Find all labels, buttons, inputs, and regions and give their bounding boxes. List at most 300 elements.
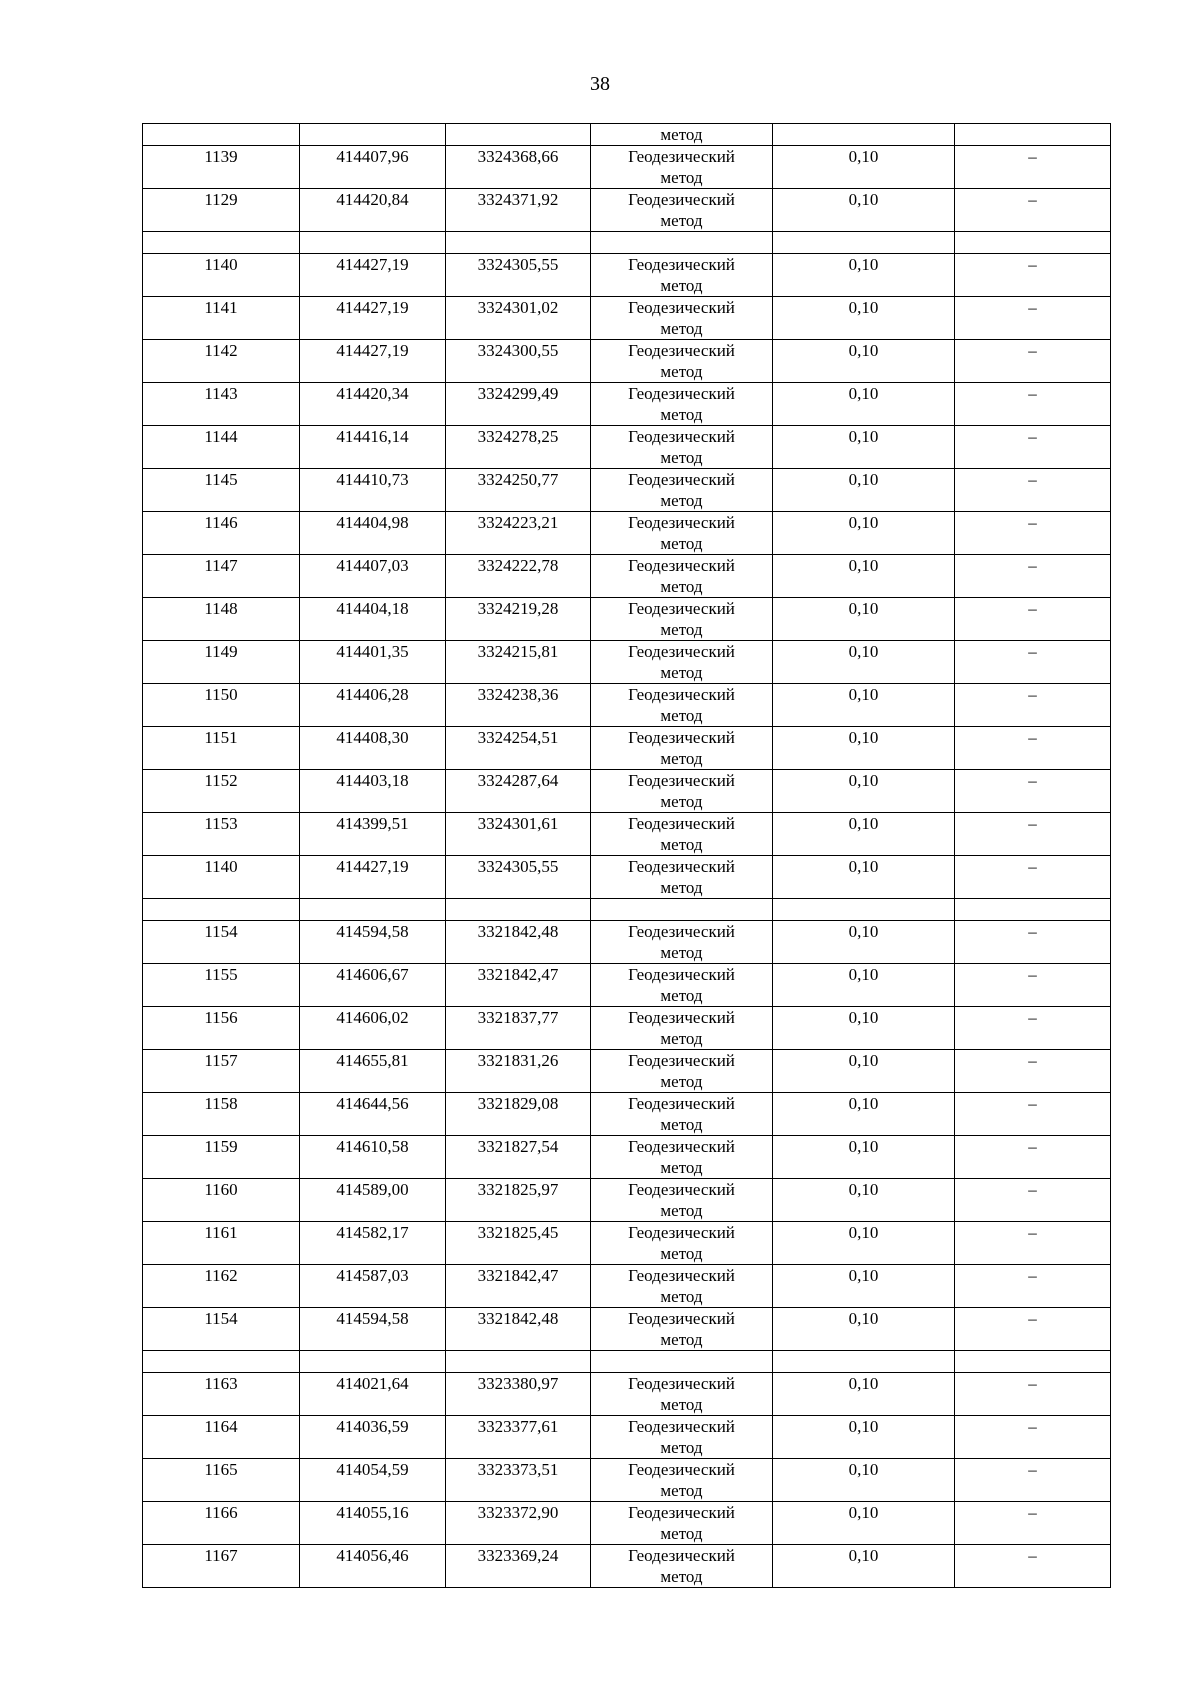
cell-y: 3321829,08 xyxy=(446,1093,591,1136)
cell-x: 414606,02 xyxy=(300,1007,446,1050)
method-line-2: метод xyxy=(660,168,703,187)
group-separator-row xyxy=(143,899,1111,921)
method-line-1: Геодезический xyxy=(628,922,735,941)
empty-cell xyxy=(446,1351,591,1373)
empty-cell xyxy=(955,1351,1111,1373)
cell-x: 414407,96 xyxy=(300,146,446,189)
cell-method xyxy=(591,641,773,684)
method-line-2: метод xyxy=(660,1115,703,1134)
cell-y: 3324305,55 xyxy=(446,254,591,297)
cell-description: – xyxy=(955,727,1111,770)
cell-accuracy: 0,10 xyxy=(773,1502,955,1545)
method-line-2: метод xyxy=(660,1158,703,1177)
cell-x: 414420,84 xyxy=(300,189,446,232)
cell-description: – xyxy=(955,1502,1111,1545)
empty-cell xyxy=(300,899,446,921)
cell-accuracy: 0,10 xyxy=(773,964,955,1007)
cell-point: 1147 xyxy=(143,555,300,598)
table-row xyxy=(143,641,1111,684)
method-line-2: метод xyxy=(660,1287,703,1306)
cell-accuracy: 0,10 xyxy=(773,1136,955,1179)
cell-accuracy: 0,10 xyxy=(773,1308,955,1351)
method-line-1: Геодезический xyxy=(628,1503,735,1522)
cell-description: – xyxy=(955,641,1111,684)
cell-accuracy: 0,10 xyxy=(773,1459,955,1502)
cell-x: 414587,03 xyxy=(300,1265,446,1308)
table-row xyxy=(143,1373,1111,1416)
empty-cell xyxy=(591,232,773,254)
cell-description: – xyxy=(955,1222,1111,1265)
cell-description: – xyxy=(955,770,1111,813)
cell-accuracy: 0,10 xyxy=(773,254,955,297)
cell-accuracy: 0,10 xyxy=(773,856,955,899)
cell-x: 414055,16 xyxy=(300,1502,446,1545)
method-line-2: метод xyxy=(660,792,703,811)
cell-point: 1160 xyxy=(143,1179,300,1222)
cell-y: 3321825,45 xyxy=(446,1222,591,1265)
method-line-1: Геодезический xyxy=(628,1417,735,1436)
cell-accuracy: 0,10 xyxy=(773,146,955,189)
method-line-2: метод xyxy=(660,534,703,553)
cell-point: 1165 xyxy=(143,1459,300,1502)
cell-accuracy: 0,10 xyxy=(773,383,955,426)
cell-y: 3324254,51 xyxy=(446,727,591,770)
cell-method xyxy=(591,684,773,727)
method-line-1: Геодезический xyxy=(628,1051,735,1070)
cell-point: 1164 xyxy=(143,1416,300,1459)
cell-point: 1139 xyxy=(143,146,300,189)
cell-description: – xyxy=(955,512,1111,555)
cell-description: – xyxy=(955,684,1111,727)
method-line-1: Геодезический xyxy=(628,1008,735,1027)
cell-y: 3321827,54 xyxy=(446,1136,591,1179)
cell-point: 1162 xyxy=(143,1265,300,1308)
cell-x: 414056,46 xyxy=(300,1545,446,1588)
cell-point: 1154 xyxy=(143,1308,300,1351)
cell-method xyxy=(591,1373,773,1416)
cell-y xyxy=(446,124,591,146)
method-line-2: метод xyxy=(660,319,703,338)
cell-y: 3321825,97 xyxy=(446,1179,591,1222)
method-line-2: метод xyxy=(660,1567,703,1586)
table-row xyxy=(143,1459,1111,1502)
cell-y: 3324305,55 xyxy=(446,856,591,899)
cell-y: 3323377,61 xyxy=(446,1416,591,1459)
cell-accuracy: 0,10 xyxy=(773,1179,955,1222)
cell-method: метод xyxy=(591,124,773,146)
cell-point: 1159 xyxy=(143,1136,300,1179)
method-line-1: Геодезический xyxy=(628,255,735,274)
empty-cell xyxy=(955,232,1111,254)
cell-method xyxy=(591,469,773,512)
cell-y: 3324222,78 xyxy=(446,555,591,598)
method-line-1: Геодезический xyxy=(628,341,735,360)
method-line-2: метод xyxy=(660,211,703,230)
table-row xyxy=(143,1308,1111,1351)
table-row xyxy=(143,856,1111,899)
method-line-1: Геодезический xyxy=(628,1460,735,1479)
table-row xyxy=(143,254,1111,297)
cell-method xyxy=(591,512,773,555)
cell-accuracy: 0,10 xyxy=(773,641,955,684)
empty-cell xyxy=(143,1351,300,1373)
table-row xyxy=(143,727,1111,770)
table-row xyxy=(143,297,1111,340)
method-line-2: метод xyxy=(660,663,703,682)
cell-method xyxy=(591,813,773,856)
table-row xyxy=(143,598,1111,641)
cell-y: 3324368,66 xyxy=(446,146,591,189)
method-line-1: Геодезический xyxy=(628,1309,735,1328)
empty-cell xyxy=(955,899,1111,921)
method-line-2: метод xyxy=(660,835,703,854)
method-line-2: метод xyxy=(660,1029,703,1048)
cell-description: – xyxy=(955,297,1111,340)
method-line-1: Геодезический xyxy=(628,1546,735,1565)
cell-description: – xyxy=(955,1179,1111,1222)
cell-y: 3324301,02 xyxy=(446,297,591,340)
cell-point: 1143 xyxy=(143,383,300,426)
cell-accuracy: 0,10 xyxy=(773,297,955,340)
cell-description: – xyxy=(955,340,1111,383)
cell-x: 414644,56 xyxy=(300,1093,446,1136)
cell-description: – xyxy=(955,1459,1111,1502)
cell-point: 1155 xyxy=(143,964,300,1007)
cell-x: 414655,81 xyxy=(300,1050,446,1093)
cell-description: – xyxy=(955,1373,1111,1416)
cell-x xyxy=(300,124,446,146)
cell-point: 1129 xyxy=(143,189,300,232)
method-line-1: Геодезический xyxy=(628,1137,735,1156)
cell-point: 1153 xyxy=(143,813,300,856)
method-line-1: Геодезический xyxy=(628,427,735,446)
method-line-1: Геодезический xyxy=(628,1180,735,1199)
group-separator-row xyxy=(143,1351,1111,1373)
cell-x: 414427,19 xyxy=(300,340,446,383)
cell-description: – xyxy=(955,254,1111,297)
method-line-2: метод xyxy=(660,749,703,768)
cell-accuracy: 0,10 xyxy=(773,426,955,469)
cell-y: 3324287,64 xyxy=(446,770,591,813)
method-line-1: Геодезический xyxy=(628,556,735,575)
cell-accuracy: 0,10 xyxy=(773,1007,955,1050)
cell-accuracy: 0,10 xyxy=(773,1093,955,1136)
table-row xyxy=(143,1222,1111,1265)
cell-description: – xyxy=(955,469,1111,512)
table-row xyxy=(143,770,1111,813)
cell-description xyxy=(955,124,1111,146)
empty-cell xyxy=(773,899,955,921)
cell-y: 3324299,49 xyxy=(446,383,591,426)
table-row xyxy=(143,1136,1111,1179)
cell-y: 3323373,51 xyxy=(446,1459,591,1502)
cell-x: 414410,73 xyxy=(300,469,446,512)
cell-x: 414606,67 xyxy=(300,964,446,1007)
method-line-2: метод xyxy=(660,491,703,510)
cell-accuracy: 0,10 xyxy=(773,598,955,641)
table-row xyxy=(143,964,1111,1007)
cell-method xyxy=(591,1222,773,1265)
cell-description: – xyxy=(955,598,1111,641)
table-row xyxy=(143,146,1111,189)
empty-cell xyxy=(446,232,591,254)
cell-x: 414054,59 xyxy=(300,1459,446,1502)
table-row xyxy=(143,469,1111,512)
cell-accuracy: 0,10 xyxy=(773,1265,955,1308)
cell-point: 1145 xyxy=(143,469,300,512)
cell-point: 1152 xyxy=(143,770,300,813)
method-line-2: метод xyxy=(660,362,703,381)
cell-y: 3324219,28 xyxy=(446,598,591,641)
cell-x: 414420,34 xyxy=(300,383,446,426)
cell-x: 414021,64 xyxy=(300,1373,446,1416)
method-line-1: Геодезический xyxy=(628,384,735,403)
cell-point: 1167 xyxy=(143,1545,300,1588)
empty-cell xyxy=(143,899,300,921)
cell-y: 3321842,47 xyxy=(446,964,591,1007)
cell-accuracy: 0,10 xyxy=(773,1222,955,1265)
cell-description: – xyxy=(955,921,1111,964)
table-row xyxy=(143,1265,1111,1308)
cell-accuracy: 0,10 xyxy=(773,770,955,813)
table-row xyxy=(143,1416,1111,1459)
cell-point: 1161 xyxy=(143,1222,300,1265)
method-line-1: Геодезический xyxy=(628,470,735,489)
cell-y: 3324215,81 xyxy=(446,641,591,684)
empty-cell xyxy=(143,232,300,254)
cell-x: 414427,19 xyxy=(300,297,446,340)
method-line-2: метод xyxy=(660,1330,703,1349)
group-separator-row xyxy=(143,232,1111,254)
method-line-1: Геодезический xyxy=(628,1223,735,1242)
cell-method xyxy=(591,964,773,1007)
method-line-1: Геодезический xyxy=(628,685,735,704)
method-line-1: Геодезический xyxy=(628,1266,735,1285)
cell-description: – xyxy=(955,426,1111,469)
method-line-2: метод xyxy=(660,620,703,639)
cell-y: 3321837,77 xyxy=(446,1007,591,1050)
cell-method xyxy=(591,254,773,297)
cell-y: 3323380,97 xyxy=(446,1373,591,1416)
cell-y: 3321842,47 xyxy=(446,1265,591,1308)
cell-method xyxy=(591,189,773,232)
cell-description: – xyxy=(955,813,1111,856)
cell-accuracy: 0,10 xyxy=(773,813,955,856)
cell-point: 1163 xyxy=(143,1373,300,1416)
cell-point: 1154 xyxy=(143,921,300,964)
table-row xyxy=(143,813,1111,856)
table-row xyxy=(143,1179,1111,1222)
cell-point: 1157 xyxy=(143,1050,300,1093)
coordinates-table-body xyxy=(143,124,1111,1588)
cell-point: 1142 xyxy=(143,340,300,383)
cell-x: 414594,58 xyxy=(300,921,446,964)
empty-cell xyxy=(300,232,446,254)
method-line-2: метод xyxy=(660,943,703,962)
cell-x: 414407,03 xyxy=(300,555,446,598)
cell-accuracy: 0,10 xyxy=(773,684,955,727)
method-line-2: метод xyxy=(660,577,703,596)
table-row xyxy=(143,512,1111,555)
cell-point: 1156 xyxy=(143,1007,300,1050)
cell-point: 1151 xyxy=(143,727,300,770)
method-line-1: Геодезический xyxy=(628,1374,735,1393)
table-row xyxy=(143,1502,1111,1545)
empty-cell xyxy=(446,899,591,921)
method-line-1: Геодезический xyxy=(628,771,735,790)
cell-x: 414582,17 xyxy=(300,1222,446,1265)
cell-description: – xyxy=(955,1308,1111,1351)
cell-description: – xyxy=(955,1416,1111,1459)
cell-method xyxy=(591,1308,773,1351)
cell-point: 1140 xyxy=(143,254,300,297)
cell-x: 414427,19 xyxy=(300,254,446,297)
cell-accuracy: 0,10 xyxy=(773,1373,955,1416)
cell-method xyxy=(591,598,773,641)
cell-method xyxy=(591,770,773,813)
cell-method xyxy=(591,1459,773,1502)
cell-x: 414594,58 xyxy=(300,1308,446,1351)
cell-point: 1149 xyxy=(143,641,300,684)
method-line-1: Геодезический xyxy=(628,965,735,984)
method-line-2: метод xyxy=(660,1481,703,1500)
cell-x: 414404,18 xyxy=(300,598,446,641)
cell-accuracy: 0,10 xyxy=(773,1545,955,1588)
method-line-1: Геодезический xyxy=(628,642,735,661)
cell-x: 414403,18 xyxy=(300,770,446,813)
empty-cell xyxy=(591,1351,773,1373)
cell-accuracy: 0,10 xyxy=(773,512,955,555)
cell-accuracy: 0,10 xyxy=(773,1050,955,1093)
empty-cell xyxy=(773,1351,955,1373)
cell-y: 3321842,48 xyxy=(446,1308,591,1351)
method-line-1: Геодезический xyxy=(628,857,735,876)
cell-method xyxy=(591,856,773,899)
cell-y: 3324300,55 xyxy=(446,340,591,383)
table-row xyxy=(143,555,1111,598)
cell-y: 3324223,21 xyxy=(446,512,591,555)
coordinates-table xyxy=(142,123,1111,1588)
cell-accuracy: 0,10 xyxy=(773,340,955,383)
cell-method xyxy=(591,921,773,964)
empty-cell xyxy=(773,232,955,254)
cell-method xyxy=(591,1179,773,1222)
table-row xyxy=(143,684,1111,727)
cell-y: 3324278,25 xyxy=(446,426,591,469)
method-line-2: метод xyxy=(660,1201,703,1220)
cell-description: – xyxy=(955,1545,1111,1588)
cell-x: 414399,51 xyxy=(300,813,446,856)
method-line-1: Геодезический xyxy=(628,298,735,317)
method-line-1: Геодезический xyxy=(628,599,735,618)
cell-method xyxy=(591,1416,773,1459)
method-line-1: Геодезический xyxy=(628,147,735,166)
cell-x: 414406,28 xyxy=(300,684,446,727)
cell-point xyxy=(143,124,300,146)
cell-point: 1141 xyxy=(143,297,300,340)
cell-description: – xyxy=(955,146,1111,189)
continued-row xyxy=(143,124,1111,146)
cell-accuracy: 0,10 xyxy=(773,1416,955,1459)
cell-description: – xyxy=(955,1136,1111,1179)
method-line-1: Геодезический xyxy=(628,1094,735,1113)
table-row xyxy=(143,1050,1111,1093)
cell-method xyxy=(591,1136,773,1179)
method-line-2: метод xyxy=(660,1524,703,1543)
method-line-2: метод xyxy=(660,276,703,295)
cell-method xyxy=(591,1093,773,1136)
cell-y: 3321842,48 xyxy=(446,921,591,964)
cell-method xyxy=(591,727,773,770)
table-row xyxy=(143,1545,1111,1588)
cell-description: – xyxy=(955,856,1111,899)
method-line-2: метод xyxy=(660,1395,703,1414)
cell-x: 414408,30 xyxy=(300,727,446,770)
cell-description: – xyxy=(955,189,1111,232)
table-row xyxy=(143,1007,1111,1050)
cell-method xyxy=(591,1050,773,1093)
cell-method xyxy=(591,340,773,383)
cell-x: 414036,59 xyxy=(300,1416,446,1459)
cell-description: – xyxy=(955,1007,1111,1050)
method-line-1: Геодезический xyxy=(628,190,735,209)
cell-description: – xyxy=(955,383,1111,426)
cell-y: 3324301,61 xyxy=(446,813,591,856)
empty-cell xyxy=(300,1351,446,1373)
cell-method xyxy=(591,146,773,189)
cell-accuracy: 0,10 xyxy=(773,189,955,232)
cell-method xyxy=(591,1545,773,1588)
table-row xyxy=(143,426,1111,469)
cell-y: 3323372,90 xyxy=(446,1502,591,1545)
empty-cell xyxy=(591,899,773,921)
table-row xyxy=(143,340,1111,383)
cell-method xyxy=(591,1265,773,1308)
cell-x: 414416,14 xyxy=(300,426,446,469)
cell-y: 3324371,92 xyxy=(446,189,591,232)
cell-point: 1150 xyxy=(143,684,300,727)
cell-y: 3321831,26 xyxy=(446,1050,591,1093)
cell-point: 1158 xyxy=(143,1093,300,1136)
cell-y: 3324250,77 xyxy=(446,469,591,512)
table-row xyxy=(143,189,1111,232)
cell-method xyxy=(591,1502,773,1545)
method-line-2: метод xyxy=(660,405,703,424)
cell-point: 1166 xyxy=(143,1502,300,1545)
cell-point: 1144 xyxy=(143,426,300,469)
cell-accuracy: 0,10 xyxy=(773,727,955,770)
method-line-1: Геодезический xyxy=(628,814,735,833)
method-line-2: метод xyxy=(660,1244,703,1263)
cell-x: 414610,58 xyxy=(300,1136,446,1179)
table-row xyxy=(143,383,1111,426)
cell-description: – xyxy=(955,1050,1111,1093)
page-number: 38 xyxy=(590,73,610,95)
cell-x: 414404,98 xyxy=(300,512,446,555)
cell-description: – xyxy=(955,1093,1111,1136)
cell-method xyxy=(591,555,773,598)
method-line-2: метод xyxy=(660,448,703,467)
cell-method xyxy=(591,383,773,426)
cell-method xyxy=(591,426,773,469)
cell-accuracy: 0,10 xyxy=(773,921,955,964)
cell-y: 3324238,36 xyxy=(446,684,591,727)
cell-description: – xyxy=(955,555,1111,598)
cell-accuracy: 0,10 xyxy=(773,469,955,512)
method-line-1: Геодезический xyxy=(628,728,735,747)
method-line-2: метод xyxy=(660,1072,703,1091)
method-line-2: метод xyxy=(660,986,703,1005)
